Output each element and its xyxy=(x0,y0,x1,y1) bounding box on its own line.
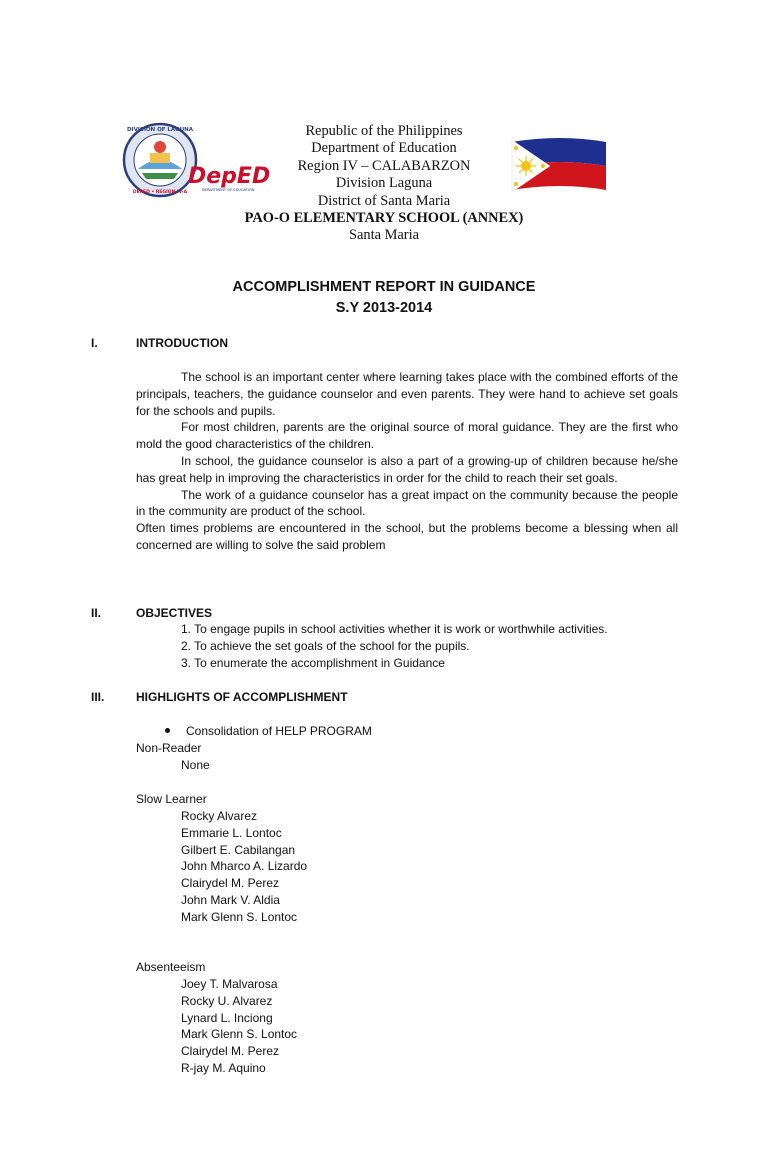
name-item: R-jay M. Aquino xyxy=(181,1060,266,1075)
introduction-body xyxy=(136,369,678,554)
bullet-icon xyxy=(165,728,170,733)
name-item: Clairydel M. Perez xyxy=(181,876,280,891)
objective-item: 1. To engage pupils in school activities whether it is work or worthwhile activities. xyxy=(181,622,608,636)
name-item: Mark Glenn S. Lontoc xyxy=(181,909,298,924)
non-reader-label: Non-Reader xyxy=(136,741,202,755)
school-name: PAO-O ELEMENTARY SCHOOL (ANNEX) xyxy=(244,210,524,227)
objective-item: 2. To achieve the set goals of the school for the pupils. xyxy=(181,638,470,653)
non-reader-list xyxy=(181,757,210,774)
section-number-objectives: II. xyxy=(91,606,102,620)
name-item: Lynard L. Inciong xyxy=(181,1010,273,1025)
name-item: Rocky Alvarez xyxy=(181,809,258,823)
seal-ring-text: DIVISION OF LAGUNA xyxy=(126,127,194,133)
name-item: Joey T. Malvarosa xyxy=(181,977,278,991)
absenteeism-label: Absenteeism xyxy=(136,960,206,974)
slow-learner-label: Slow Learner xyxy=(136,792,207,806)
objective-item: 3. To enumerate the accomplishment in Guidance xyxy=(181,655,445,670)
section-heading-objectives: OBJECTIVES xyxy=(136,606,213,620)
name-item: John Mharco A. Lizardo xyxy=(181,859,308,874)
highlight-bullet-text: Consolidation of HELP PROGRAM xyxy=(186,724,372,738)
deped-brand-sub: DEPARTMENT OF EDUCATION xyxy=(202,188,255,192)
letterhead-line: Region IV – CALABARZON xyxy=(297,157,471,174)
name-item: Mark Glenn S. Lontoc xyxy=(181,1027,298,1042)
introduction-paragraph: The work of a guidance counselor has a great impact on the community because the people in the community are product of the school. xyxy=(136,487,678,519)
name-item: None xyxy=(181,758,210,772)
letterhead xyxy=(234,123,534,245)
deped-brand: DepED xyxy=(188,164,271,189)
section-heading-introduction: INTRODUCTION xyxy=(136,336,228,350)
letterhead-line: Republic of the Philippines xyxy=(305,123,463,139)
section-number-introduction: I. xyxy=(91,336,98,350)
objectives-list xyxy=(181,621,608,671)
school-year: S.Y 2013-2014 xyxy=(335,300,433,316)
section-heading-highlights: HIGHLIGHTS OF ACCOMPLISHMENT xyxy=(136,690,348,704)
name-item: Rocky U. Alvarez xyxy=(181,993,273,1008)
absenteeism-list xyxy=(181,976,297,1077)
name-item: Gilbert E. Cabilangan xyxy=(181,842,296,857)
name-item: Clairydel M. Perez xyxy=(181,1044,280,1059)
report-title: ACCOMPLISHMENT REPORT IN GUIDANCE xyxy=(232,279,536,295)
introduction-paragraph: The school is an important center where learning takes place with the combined efforts of the principals, teachers, the guidance counselor and even parents. They were hand to achieve set goals for the schools and pupils. xyxy=(136,370,678,418)
letterhead-line: Division Laguna xyxy=(335,175,433,192)
letterhead-line: Department of Education xyxy=(311,140,457,157)
introduction-paragraph: Often times problems are encountered in the school, but the problems become a blessing when all concerned are willing to solve the said problem xyxy=(136,521,678,552)
introduction-paragraph: For most children, parents are the original source of moral guidance. They are the first who mold the good characteristics of the children. xyxy=(136,420,678,452)
introduction-paragraph: In school, the guidance counselor is also a part of a growing-up of children because he/she has great help in improving the characteristics in order for the child to reach their set goals. xyxy=(136,453,678,485)
letterhead-line: District of Santa Maria xyxy=(317,192,451,209)
section-number-highlights: III. xyxy=(91,690,105,704)
school-town: Santa Maria xyxy=(349,227,419,244)
name-item: John Mark V. Aldia xyxy=(181,892,280,907)
seal-bottom-text: DEPED • REGION IV-A xyxy=(132,190,188,195)
name-item: Emmarie L. Lontoc xyxy=(181,825,282,840)
report-title-block xyxy=(184,277,584,319)
slow-learner-list xyxy=(181,808,307,926)
